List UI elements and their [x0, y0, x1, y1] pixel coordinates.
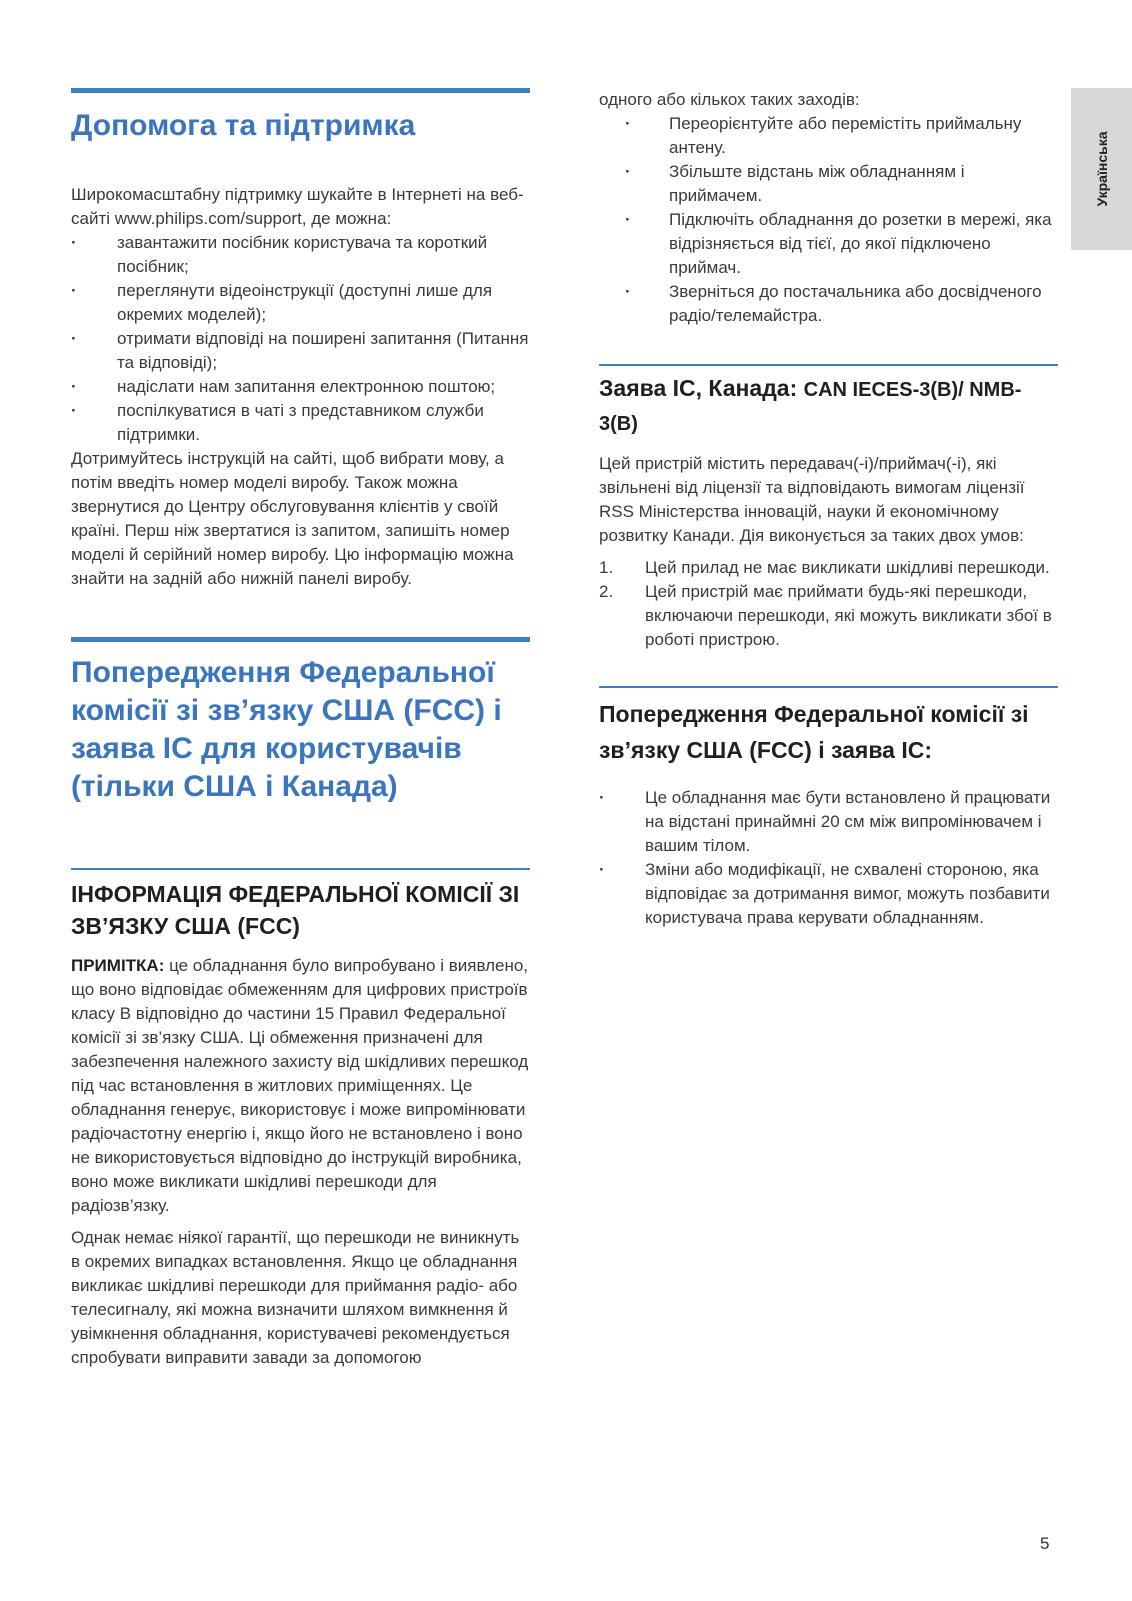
list-item: · Це обладнання має бути встановлено й працювати на відстані принаймні 20 см між випромінювачем і вашим тілом.: [599, 786, 1058, 858]
ic-body: Цей пристрій містить передавач(-і)/приймач(-і), які звільнені від ліцензії та відповідають вимогам ліцензії RSS Міністерства інновацій, науки й економічному розвитку Канади. Дія виконується за таких двох умов:: [599, 454, 1025, 545]
fcc-heading: Попередження Федеральної комісії зі зв’язку США (FCC) і заява IC для користувачів (тільки США і Канада): [71, 656, 502, 803]
fcc-note: [71, 954, 530, 1218]
support-heading: Допомога та підтримка: [71, 109, 416, 142]
left-column: [71, 88, 530, 1370]
subsection-divider: [599, 364, 1058, 366]
language-tab: [1071, 88, 1132, 250]
measures-list: [599, 112, 1058, 328]
language-tab-label: Українська: [1093, 131, 1110, 207]
support-list: [71, 231, 530, 447]
list-item: · Підключіть обладнання до розетки в мережі, яка відрізняється від тієї, до якої підключено приймач.: [599, 208, 1058, 280]
list-item: · завантажити посібник користувача та короткий посібник;: [71, 231, 530, 279]
list-item: · Зверніться до постачальника або досвідченого радіо/телемайстра.: [599, 280, 1058, 328]
list-number: 2.: [599, 582, 614, 601]
fcc-ic-list: [599, 786, 1058, 930]
list-item: · отримати відповіді на поширені запитання (Питання та відповіді);: [71, 327, 530, 375]
list-text: Цей пристрій має приймати будь-які перешкоди, включаючи перешкоди, які можуть викликати збої в роботі пристрою.: [645, 582, 1052, 649]
support-body: Дотримуйтесь інструкцій на сайті, щоб вибрати мову, а потім введіть номер моделі виробу. Також можна звернутися до Центру обслуговування клієнтів у своїй країні. Перш ніж звертатися із запитом, запишіть номер моделі й серійний номер виробу. Цю інформацію можна знайти на задній або нижній панелі виробу.: [71, 449, 514, 588]
list-item: · переглянути відеоінструкції (доступні лише для окремих моделей);: [71, 279, 530, 327]
subsection-divider: [599, 686, 1058, 688]
support-intro: Широкомасштабну підтримку шукайте в Інтернеті на веб-сайті www.philips.com/support, де можна:: [71, 185, 524, 228]
right-column: [599, 88, 1058, 930]
section-divider: [71, 637, 530, 642]
list-item: · Збільште відстань між обладнанням і приймачем.: [599, 160, 1058, 208]
list-item: · надіслати нам запитання електронною поштою;: [71, 375, 530, 399]
note-text: це обладнання було випробувано і виявлено, що воно відповідає обмеженням для цифрових пристроїв класу B відповідно до частини 15 Правил Федеральної комісії зі зв’язку США. Ці обмеження призначені для забезпечення належного захисту від шкідливих перешкод під час встановлення в житлових приміщеннях. Це обладнання генерує, використовує і може випромінювати радіочастотну енергію і, якщо його не встановлено і воно не використовується відповідно до інструкцій виробника, воно може викликати шкідливі перешкоди для радіозв’язку.: [71, 956, 529, 1215]
continuation-text: одного або кількох таких заходів:: [599, 90, 860, 109]
ic-heading: [599, 372, 1058, 440]
list-number: 1.: [599, 558, 614, 577]
ic-heading-code: CAN IECES-3(B)/ NMB-3(B): [599, 379, 1022, 435]
note-label: ПРИМІТКА:: [71, 956, 165, 975]
fcc-info-heading: ІНФОРМАЦІЯ ФЕДЕРАЛЬНОЇ КОМІСІЇ ЗІ ЗВ’ЯЗКУ США (FCC): [71, 881, 520, 939]
page-number: 5: [1040, 1534, 1050, 1553]
list-item: · Переорієнтуйте або перемістіть приймальну антену.: [599, 112, 1058, 160]
fcc-para-2: Однак немає ніякої гарантії, що перешкоди не виникнуть в окремих випадках встановлення. Якщо це обладнання викликає шкідливі перешкоди для приймання радіо- або телесигналу, які можна визначити шляхом вимкнення й увімкнення обладнання, користувачеві рекомендується спробувати виправити завади за допомогою: [71, 1228, 520, 1367]
section-divider: [71, 88, 530, 93]
list-text: Цей прилад не має викликати шкідливі перешкоди.: [645, 558, 1050, 577]
list-item: [599, 556, 1058, 580]
list-item: · поспілкуватися в чаті з представником служби підтримки.: [71, 399, 530, 447]
fcc-ic-heading: Попередження Федеральної комісії зі зв’язку США (FCC) і заява IC:: [599, 701, 1029, 763]
ic-conditions: [599, 556, 1058, 652]
list-item: · Зміни або модифікації, не схвалені стороною, яка відповідає за дотримання вимог, можуть позбавити користувача права керувати обладнанням.: [599, 858, 1058, 930]
subsection-divider: [71, 868, 530, 870]
ic-heading-main: Заява IC, Канада:: [599, 375, 804, 401]
list-item: [599, 580, 1058, 652]
